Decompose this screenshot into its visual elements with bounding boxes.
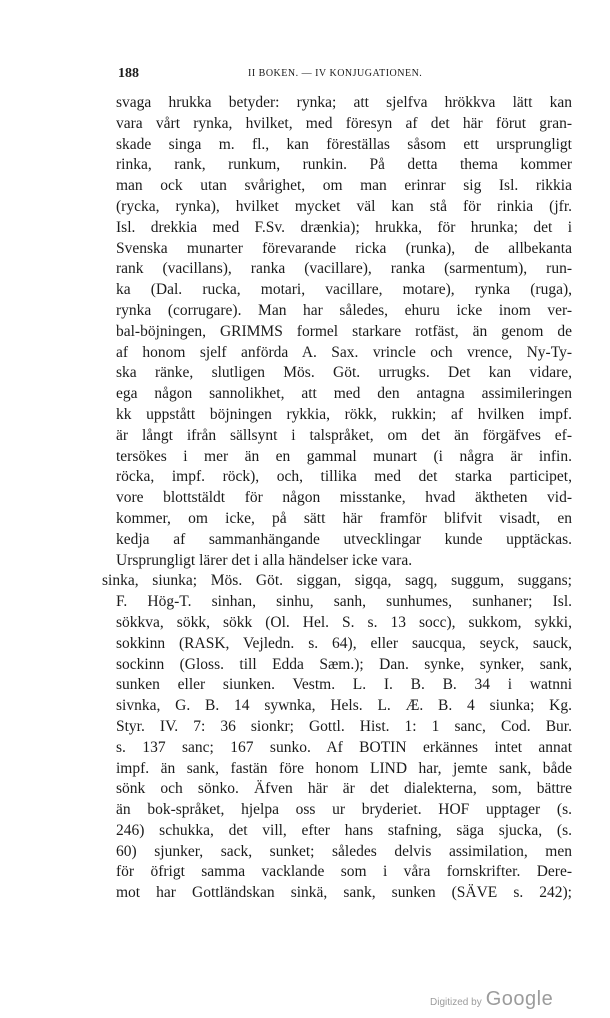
text-line: röcka, impf. röck), och, tillika med det starka participet, [116,468,572,486]
text-line: sivnka, G. B. 14 sywnka, Hels. L. Æ. B. 4 siunka; Kg. [116,697,572,715]
text-line: för öfrigt samma vacklande som i våra fornskrifter. Dere- [116,863,572,881]
watermark-small-text: Digitized by [430,997,482,1008]
text-line: vara vårt rynka, hvilket, med föresyn af det här förut gran- [116,114,572,132]
text-line: af honom sjelf anförda A. Sax. vrincle och vrence, Ny-Ty- [116,343,572,361]
text-line: kommer, om icke, på sätt här framför blifvit visadt, en [116,509,572,527]
text-line: Ursprungligt lärer det i alla händelser icke vara. [116,551,413,569]
text-line: sockinn (Gloss. till Edda Sæm.); Dan. synke, synker, sank, [116,655,572,673]
text-line: än bok-språket, hjelpa oss ur bryderiet. HOF upptager (s. [116,801,572,819]
text-line: (rycka, rynka), hvilket mycket väl kan stå för rinkia (jfr. [116,197,572,215]
text-line: sokkinn (RASK, Vejledn. s. 64), eller saucqua, seyck, sauck, [116,634,572,652]
text-line: sunken eller siunken. Vestm. L. I. B. B. 34 i watnni [116,676,572,694]
text-line: s. 137 sanc; 167 sunko. Af BOTIN erkännes intet annat [116,738,572,756]
text-line: kedja af sammanhängande utvecklingar kunde upptäckas. [116,530,572,548]
text-line: ega någon sannolikhet, att med den antagna assimileringen [116,385,572,403]
entry-headword-line: sinka, siunka; Mös. Göt. siggan, sigqa, sagq, suggum, suggans; [102,572,572,590]
watermark-logo-text: Google [485,988,554,1010]
text-line: ka (Dal. rucka, motari, vacillare, motare), rynka (ruga), [116,281,572,299]
body-text [102,93,572,904]
text-line: 246) schukka, det vill, efter hans stafning, säga sjucka, (s. [116,821,572,839]
text-line: Svenska munarter förevarande ricka (runka), de allbekanta [116,239,572,257]
digitized-by-google-watermark [430,988,553,1011]
text-line: Styr. IV. 7: 36 sionkr; Gottl. Hist. 1: 1 sanc, Cod. Bur. [116,717,572,735]
text-line: rank (vacillans), ranka (vacillare), ranka (sarmentum), run- [116,260,572,278]
text-line: mot har Gottländskan sinkä, sank, sunken (SÄVE s. 242); [116,884,572,902]
page-number: 188 [118,66,139,81]
text-line: sökkva, sökk, sökk (Ol. Hel. S. s. 13 socc), sukkom, sykki, [116,613,572,631]
text-line: rynka (corrugare). Man har således, ehuru icke inom ver- [116,301,572,319]
text-line: man ock utan svårighet, om man erinrar sig Isl. rikkia [116,177,572,195]
text-line: Isl. drekkia med F.Sv. drænkia); hrukka, för hrunka; det i [116,218,572,236]
text-line: svaga hrukka betyder: rynka; att sjelfva hrökkva lätt kan [116,94,572,111]
text-line: kk uppstått böjningen rykkia, rökk, rukkin; af hvilken impf. [116,405,572,423]
text-line: 60) sjunker, sack, sunket; således delvis assimilation, men [116,842,572,860]
text-line: ska ränke, slutligen Mös. Göt. urrugks. Det kan vidare, [116,364,572,382]
text-line: sönk och sönko. Äfven här är det dialekterna, som, bättre [116,780,572,798]
text-line: tersökes i mer än en gammal munart (i några är infin. [116,447,572,465]
text-line: är långt ifrån sällsynt i talspråket, om det än förgäfves ef- [116,426,572,444]
text-line: F. Hög-T. sinhan, sinhu, sanh, sunhumes, sunhaner; Isl. [116,593,572,611]
running-head: II BOKEN. — IV KONJUGATIONEN. [248,68,423,79]
text-line: vore blottstäldt för någon misstanke, hvad äktheten vid- [116,489,572,507]
text-line: rinka, rank, runkum, runkin. På detta thema kommer [116,156,572,174]
text-line: bal-böjningen, GRIMMS formel starkare rotfäst, än genom de [116,322,572,340]
page-header [118,66,564,88]
text-line: skade singa m. fl., kan föreställas såsom ett ursprungligt [116,135,572,153]
text-line: impf. än sank, fastän före honom LIND har, jemte sank, både [116,759,572,777]
